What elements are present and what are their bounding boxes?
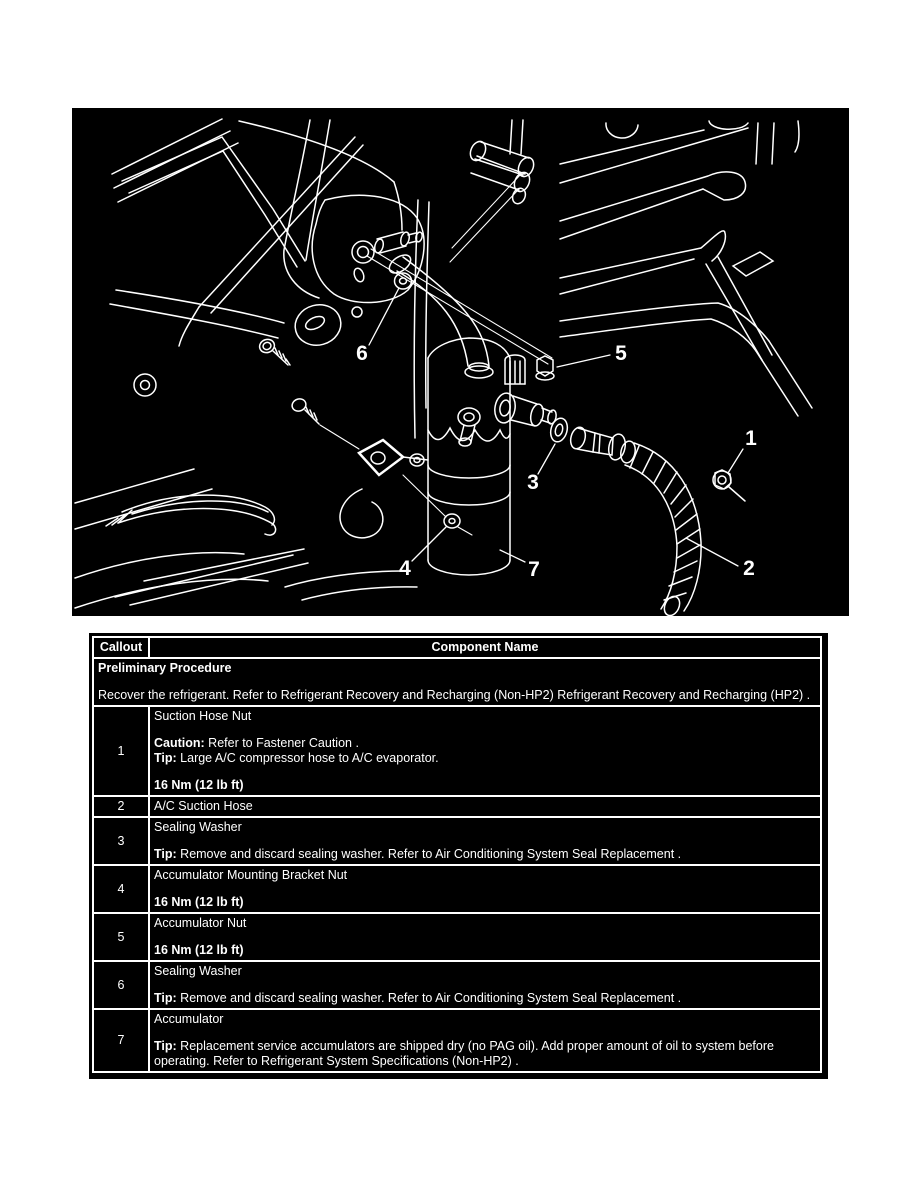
torque-value: 16 Nm (12 lb ft) <box>154 778 244 792</box>
callout-header: Callout <box>93 637 149 658</box>
tip-line: Tip: Replacement service accumulators are shipped dry (no PAG oil). Add proper amount of oil to system before operating. Refer to Refrigerant System Specifications (Non-HP2) . <box>154 1039 774 1068</box>
accumulator-diagram-panel <box>72 108 849 616</box>
preliminary-text: Recover the refrigerant. Refer to Refrigerant Recovery and Recharging (Non-HP2) Refrigerant Recovery and Recharging (HP2) . <box>98 688 811 702</box>
table-row <box>93 1009 821 1072</box>
body-frame-lines <box>110 119 799 438</box>
table-row <box>93 796 821 817</box>
callout-7-leader <box>500 550 525 562</box>
callout-5-leader <box>557 355 610 367</box>
callout-1-label: 1 <box>745 427 757 450</box>
torque-value: 16 Nm (12 lb ft) <box>154 943 244 957</box>
tip-line: Tip: Remove and discard sealing washer. Refer to Air Conditioning System Seal Replacement . <box>154 991 682 1005</box>
table-row <box>93 961 821 1009</box>
component-name: Accumulator Mounting Bracket Nut <box>154 868 348 882</box>
callout-7-label: 7 <box>528 558 540 581</box>
table-row <box>93 706 821 796</box>
preliminary-procedure-row <box>93 658 821 706</box>
accumulator-canister <box>428 338 510 575</box>
suction-hose-nut-1 <box>713 470 745 501</box>
suction-hose-elbow <box>386 251 493 378</box>
caution-line: Caution: Refer to Fastener Caution . <box>154 736 359 750</box>
component-name: Suction Hose Nut <box>154 709 252 723</box>
component-name: Sealing Washer <box>154 820 242 834</box>
callout-number: 4 <box>93 865 149 913</box>
table-row <box>93 865 821 913</box>
callout-number: 1 <box>93 706 149 796</box>
callout-1-leader <box>728 449 743 473</box>
callout-number: 6 <box>93 961 149 1009</box>
suction-hose-fitting <box>493 391 702 616</box>
table-header-row <box>93 637 821 658</box>
component-name: A/C Suction Hose <box>154 799 253 813</box>
callout-2-label: 2 <box>743 557 755 580</box>
callout-6-label: 6 <box>356 342 368 365</box>
callout-4-label: 4 <box>399 557 411 580</box>
table-row <box>93 913 821 961</box>
component-name: Accumulator Nut <box>154 916 247 930</box>
callout-6-leader <box>369 288 399 345</box>
callout-5-label: 5 <box>615 342 627 365</box>
accumulator-diagram <box>72 108 849 616</box>
tip-line: Tip: Large A/C compressor hose to A/C evaporator. <box>154 751 439 765</box>
callout-number: 7 <box>93 1009 149 1072</box>
loose-hardware <box>134 300 359 449</box>
lower-harness-lines <box>75 469 417 608</box>
tip-line: Tip: Remove and discard sealing washer. Refer to Air Conditioning System Seal Replacement . <box>154 847 682 861</box>
mounting-bracket <box>340 440 472 538</box>
accumulator-nut-5 <box>505 355 554 384</box>
callout-number: 3 <box>93 817 149 865</box>
callout-3-label: 3 <box>527 471 539 494</box>
component-name: Accumulator <box>154 1012 224 1026</box>
preliminary-title: Preliminary Procedure <box>98 661 232 675</box>
component-name: Sealing Washer <box>154 964 242 978</box>
torque-value: 16 Nm (12 lb ft) <box>154 895 244 909</box>
callout-4-leader <box>412 527 446 561</box>
callout-number: 2 <box>93 796 149 817</box>
cowl-studs <box>450 139 537 262</box>
component-table <box>89 633 828 1079</box>
frame-rails <box>560 128 812 416</box>
callout-number: 5 <box>93 913 149 961</box>
table-row <box>93 817 821 865</box>
component-name-header: Component Name <box>149 637 821 658</box>
callout-3-leader <box>538 444 555 474</box>
